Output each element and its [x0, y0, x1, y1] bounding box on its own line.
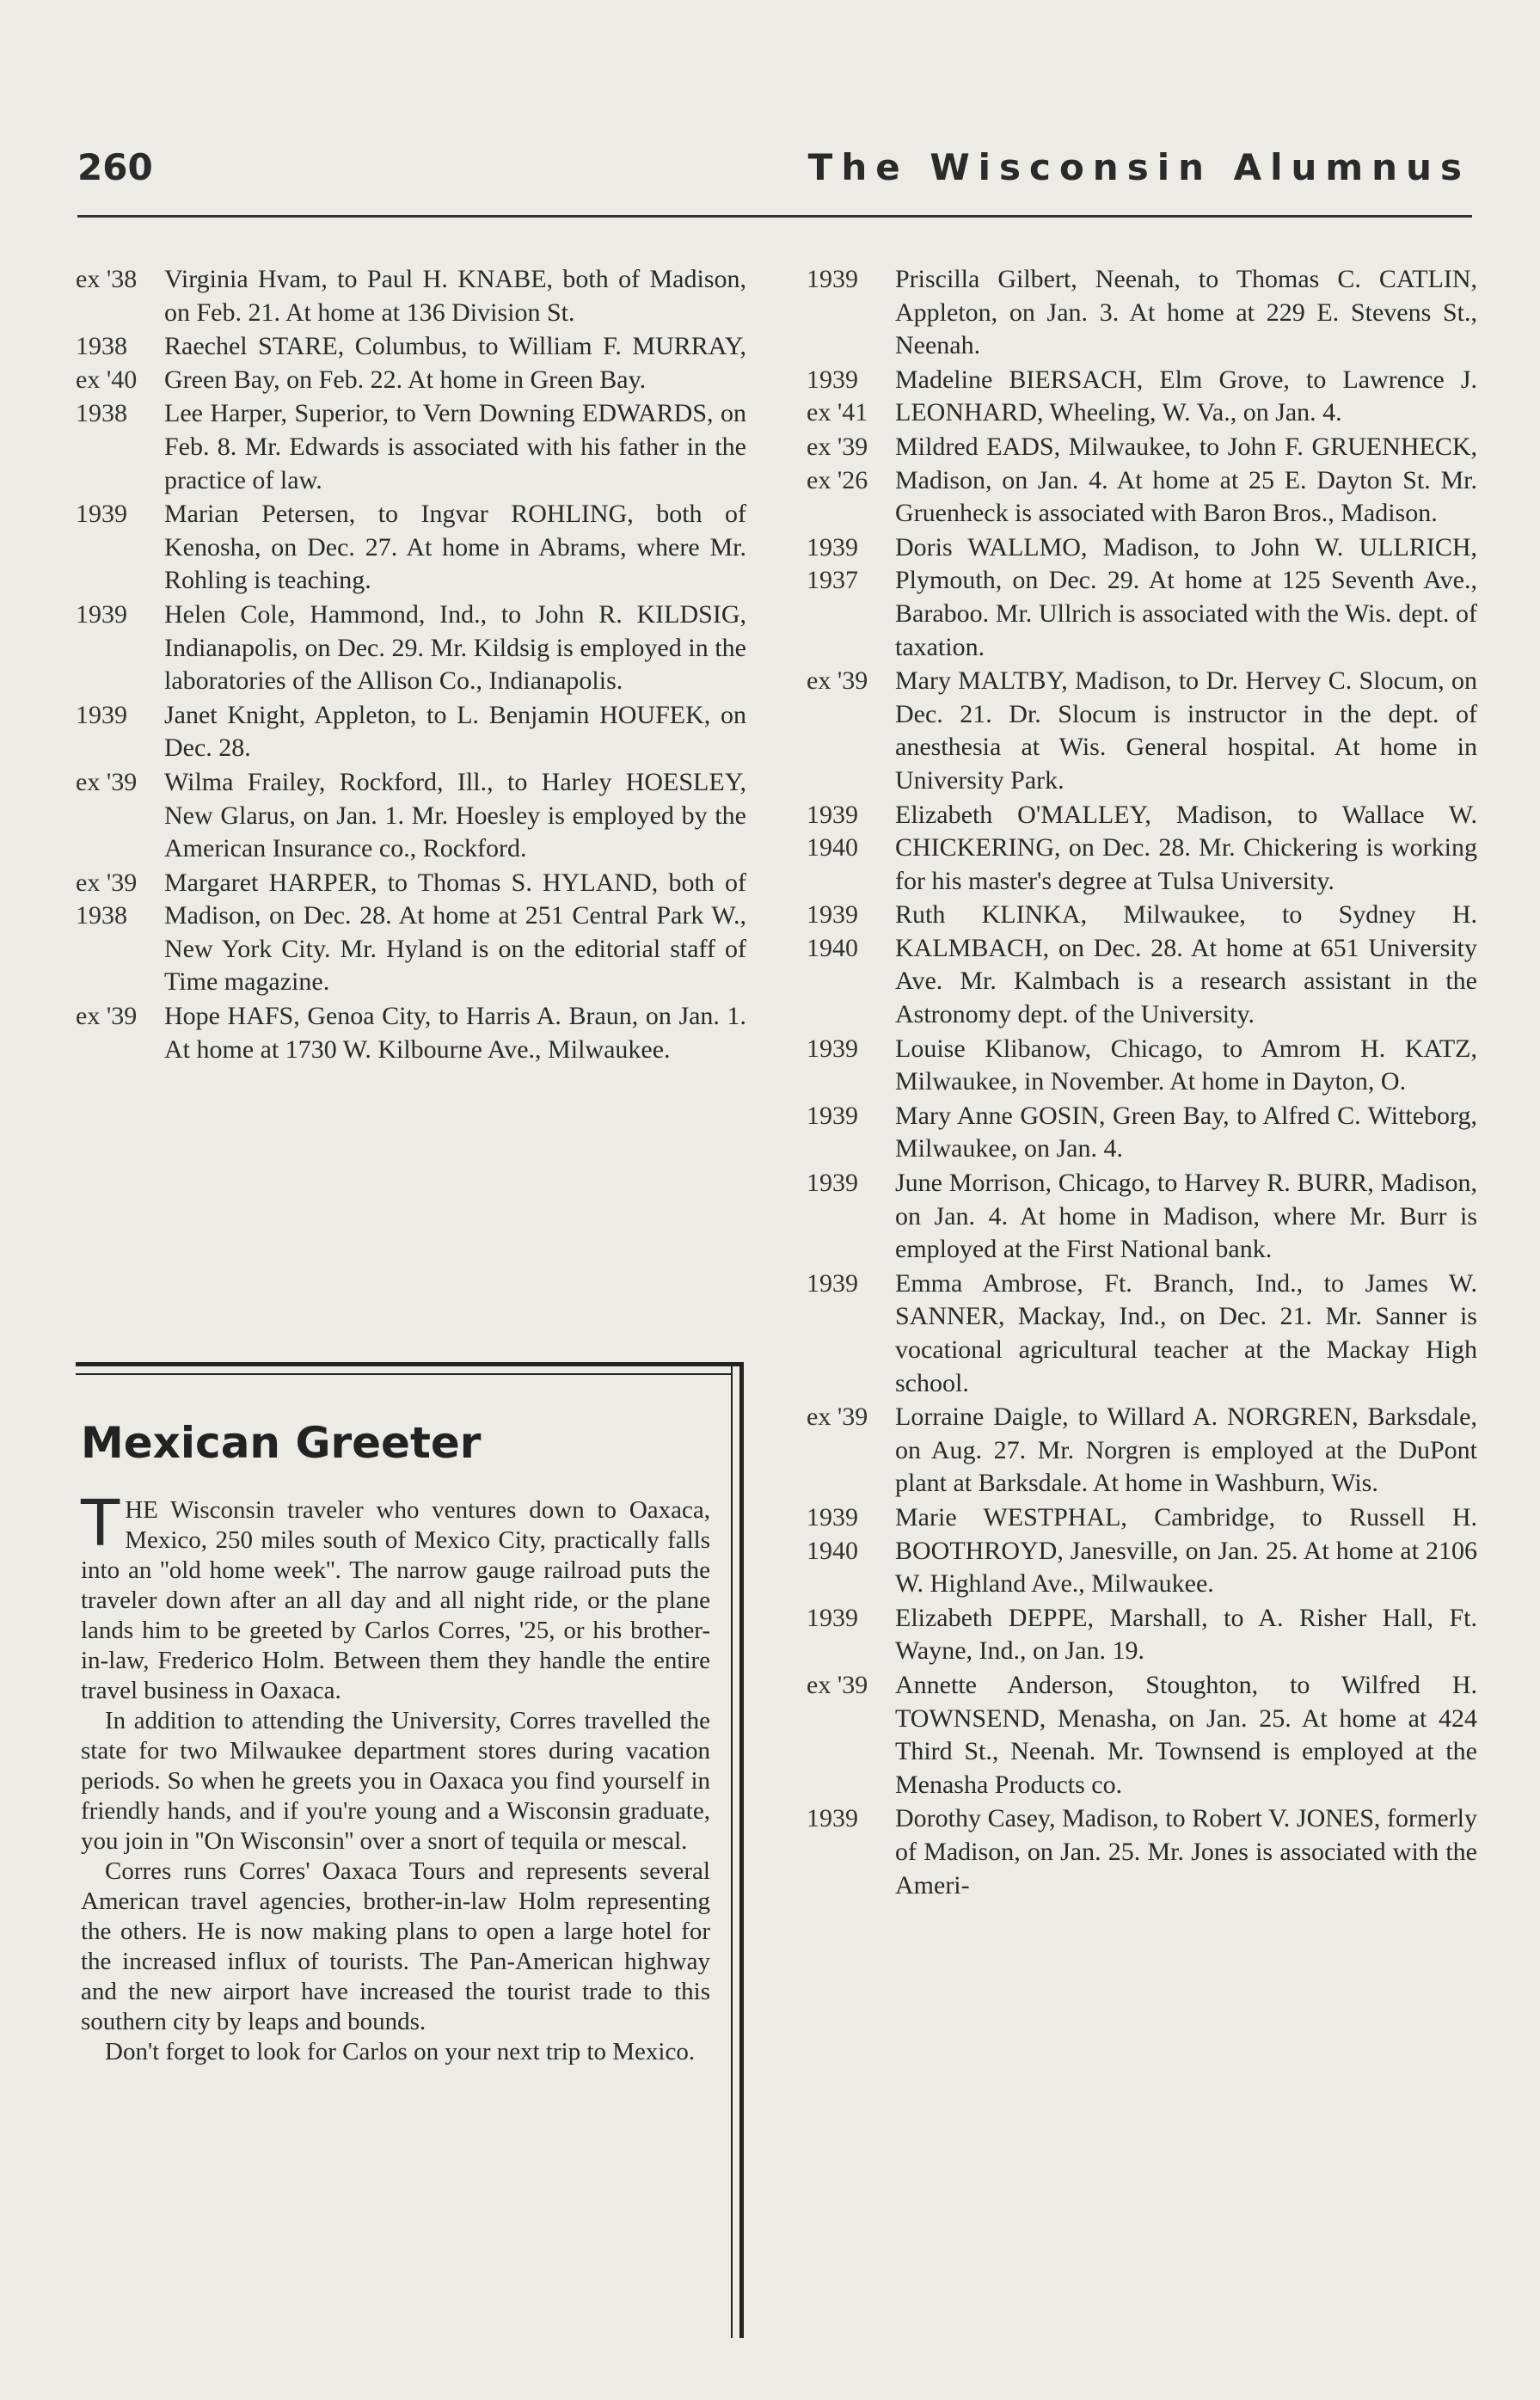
class-year: 1939 [807, 1603, 858, 1632]
wedding-entry [76, 699, 746, 765]
class-year: ex '39 1938 [76, 868, 138, 930]
class-year: 1939 [76, 599, 127, 629]
entry-text: Hope HAFS, Genoa City, to Harris A. Braun, on Jan. 1. At home at 1730 W. Kilbourne Ave., Milwaukee. [164, 1002, 746, 1064]
wedding-entry [807, 799, 1477, 899]
entry-text: Raechel STARE, Columbus, to William F. MURRAY, Green Bay, on Feb. 22. At home in Green Bay. [164, 332, 746, 394]
sidebar-body [81, 1487, 710, 2067]
sidebar-paragraph: Don't forget to look for Carlos on your next trip to Mexico. [105, 2038, 696, 2065]
left-column [76, 263, 746, 1067]
class-year: 1939 [807, 1804, 858, 1833]
class-year: 1939 1940 [807, 900, 858, 962]
class-year: 1939 [807, 1034, 858, 1063]
class-year: ex '39 ex '26 [807, 432, 868, 494]
wedding-entry [807, 1268, 1477, 1400]
wedding-entry [76, 397, 746, 497]
class-year: ex '39 [807, 1670, 868, 1699]
entry-text: Emma Ambrose, Ft. Branch, Ind., to James W. SANNER, Mackay, Ind., on Dec. 21. Mr. Sanner is vocational agricultural teacher at the Mackay High school. [895, 1268, 1477, 1397]
wedding-entry [76, 263, 746, 329]
entry-text: Wilma Frailey, Rockford, Ill., to Harley HOESLEY, New Glarus, on Jan. 1. Mr. Hoesley is employed by the American Insurance co., Rockford. [164, 767, 746, 863]
class-year: 1939 1940 [807, 800, 858, 862]
entry-text: Elizabeth DEPPE, Marshall, to A. Risher Hall, Ft. Wayne, Ind., on Jan. 19. [895, 1603, 1477, 1666]
wedding-entry [807, 1167, 1477, 1267]
entry-text: Doris WALLMO, Madison, to John W. ULLRICH, Plymouth, on Dec. 29. At home at 125 Seventh Ave., Baraboo. Mr. Ullrich is associated with the Wis. dept. of taxation. [895, 532, 1477, 661]
entry-text: Annette Anderson, Stoughton, to Wilfred H. TOWNSEND, Menasha, on Jan. 25. At home at 424 Third St., Neenah. Mr. Townsend is employed at the Menasha Products co. [895, 1670, 1477, 1799]
wedding-entry [807, 263, 1477, 363]
sidebar-box [76, 1362, 744, 2338]
header-rule [77, 215, 1472, 218]
wedding-entry [807, 1100, 1477, 1166]
page-number: 260 [77, 146, 153, 188]
entry-text: Louise Klibanow, Chicago, to Amrom H. KATZ, Milwaukee, in November. At home in Dayton, O. [895, 1034, 1477, 1096]
wedding-entry [807, 364, 1477, 430]
class-year: 1939 ex '41 [807, 365, 868, 427]
class-year: ex '39 [76, 767, 138, 796]
wedding-entry [76, 598, 746, 698]
class-year: 1939 [807, 1169, 858, 1198]
wedding-entry [807, 1401, 1477, 1501]
entry-text: Ruth KLINKA, Milwaukee, to Sydney H. KALMBACH, on Dec. 28. At home at 651 University Ave. Mr. Kalmbach is a research assistant in the Astronomy dept. of the University. [895, 900, 1477, 1029]
sidebar-paragraph: Corres runs Corres' Oaxaca Tours and represents several American travel agencies, brother-in-law Holm representing the others. He is now making plans to open a large hotel for the increased influx of tourists. The Pan-American highway and the new airport have increased the tourist trade to this southern city by leaps and bounds. [81, 1857, 710, 2035]
class-year: 1938 [76, 399, 127, 428]
class-year: 1939 1940 [807, 1502, 858, 1565]
class-year: 1938 ex '40 [76, 332, 138, 394]
entry-text: June Morrison, Chicago, to Harvey R. BURR, Madison, on Jan. 4. At home in Madison, where Mr. Burr is employed at the First National bank. [895, 1169, 1477, 1264]
entry-text: Madeline BIERSACH, Elm Grove, to Lawrence J. LEONHARD, Wheeling, W. Va., on Jan. 4. [895, 365, 1477, 427]
entry-text: Mildred EADS, Milwaukee, to John F. GRUENHECK, Madison, on Jan. 4. At home at 25 E. Dayton St. Mr. Gruenheck is associated with Baron Bros., Madison. [895, 432, 1477, 528]
right-column [807, 263, 1477, 1903]
entry-text: Helen Cole, Hammond, Ind., to John R. KILDSIG, Indianapolis, on Dec. 29. Mr. Kildsig is employed in the laboratories of the Allison Co., Indianapolis. [164, 599, 746, 696]
wedding-entry [807, 531, 1477, 664]
wedding-entry [76, 1000, 746, 1066]
wedding-entry [807, 431, 1477, 531]
entry-text: Marie WESTPHAL, Cambridge, to Russell H. BOOTHROYD, Janesville, on Jan. 25. At home at 2106 W. Highland Ave., Milwaukee. [895, 1502, 1477, 1599]
wedding-entry [76, 330, 746, 396]
wedding-entry [807, 1033, 1477, 1099]
wedding-entry [76, 498, 746, 598]
entry-text: Mary Anne GOSIN, Green Bay, to Alfred C. Witteborg, Milwaukee, on Jan. 4. [895, 1101, 1477, 1163]
class-year: 1939 [807, 1268, 858, 1298]
class-year: 1939 [76, 500, 127, 529]
entry-text: Lorraine Daigle, to Willard A. NORGREN, Barksdale, on Aug. 27. Mr. Norgren is employed at the DuPont plant at Barksdale. At home in Washburn, Wis. [895, 1403, 1477, 1498]
sidebar-paragraph [81, 1487, 710, 1706]
class-year: 1939 [76, 700, 127, 729]
wedding-entry [807, 665, 1477, 797]
wedding-entry [807, 1602, 1477, 1668]
wedding-entry [76, 766, 746, 866]
wedding-entry [807, 1802, 1477, 1902]
entry-text: Priscilla Gilbert, Neenah, to Thomas C. CATLIN, Appleton, on Jan. 3. At home at 229 E. Stevens St., Neenah. [895, 265, 1477, 360]
class-year: ex '39 [76, 1002, 138, 1031]
wedding-entry [76, 867, 746, 999]
wedding-entry [807, 1669, 1477, 1802]
entry-text: Virginia Hvam, to Paul H. KNABE, both of Madison, on Feb. 21. At home at 136 Division St. [164, 265, 746, 327]
entry-text: Lee Harper, Superior, to Vern Downing EDWARDS, on Feb. 8. Mr. Edwards is associated with his father in the practice of law. [164, 399, 746, 494]
class-year: 1939 [807, 265, 858, 293]
entry-text: Elizabeth O'MALLEY, Madison, to Wallace W. CHICKERING, on Dec. 28. Mr. Chickering is working for his master's degree at Tulsa University. [895, 800, 1477, 895]
entry-text: Margaret HARPER, to Thomas S. HYLAND, both of Madison, on Dec. 28. At home at 251 Central Park W., New York City. Mr. Hyland is on the editorial staff of Time magazine. [164, 868, 746, 997]
sidebar-paragraph-text: HE Wisconsin traveler who ventures down to Oaxaca, Mexico, 250 miles south of Mexico City, practically falls into an ''old home week''. The narrow gauge railroad puts the traveler down after an all day and all night ride, or the plane lands him to be greeted by Carlos Corres, '25, or his brother-in-law, Frederico Holm. Between them they handle the entire travel business in Oaxaca. [81, 1496, 710, 1704]
entry-text: Janet Knight, Appleton, to L. Benjamin HOUFEK, on Dec. 28. [164, 700, 746, 763]
entry-text: Dorothy Casey, Madison, to Robert V. JONES, formerly of Madison, on Jan. 25. Mr. Jones is associated with the Ameri- [895, 1804, 1477, 1900]
page-header [77, 146, 1470, 206]
wedding-entry [807, 899, 1477, 1031]
magazine-title: The Wisconsin Alumnus [807, 146, 1470, 188]
class-year: ex '39 [807, 1403, 868, 1432]
entry-text: Marian Petersen, to Ingvar ROHLING, both of Kenosha, on Dec. 27. At home in Abrams, where Mr. Rohling is teaching. [164, 500, 746, 595]
class-year: 1939 [807, 1101, 858, 1130]
wedding-entry [807, 1501, 1477, 1601]
entry-text: Mary MALTBY, Madison, to Dr. Hervey C. Slocum, on Dec. 21. Dr. Slocum is instructor in the dept. of anesthesia at Wis. General hospital. At home in University Park. [895, 666, 1477, 795]
sidebar-paragraph: In addition to attending the University, Corres travelled the state for two Milwaukee department stores during vacation periods. So when he greets you in Oaxaca you find yourself in friendly hands, and if you're young and a Wisconsin graduate, you join in ''On Wisconsin'' over a snort of tequila or mescal. [81, 1707, 710, 1855]
sidebar-title: Mexican Greeter [81, 1418, 482, 1468]
class-year: ex '39 [807, 666, 868, 696]
class-year: 1939 1937 [807, 532, 858, 595]
class-year: ex '38 [76, 265, 138, 293]
drop-cap: T [81, 1487, 120, 1561]
